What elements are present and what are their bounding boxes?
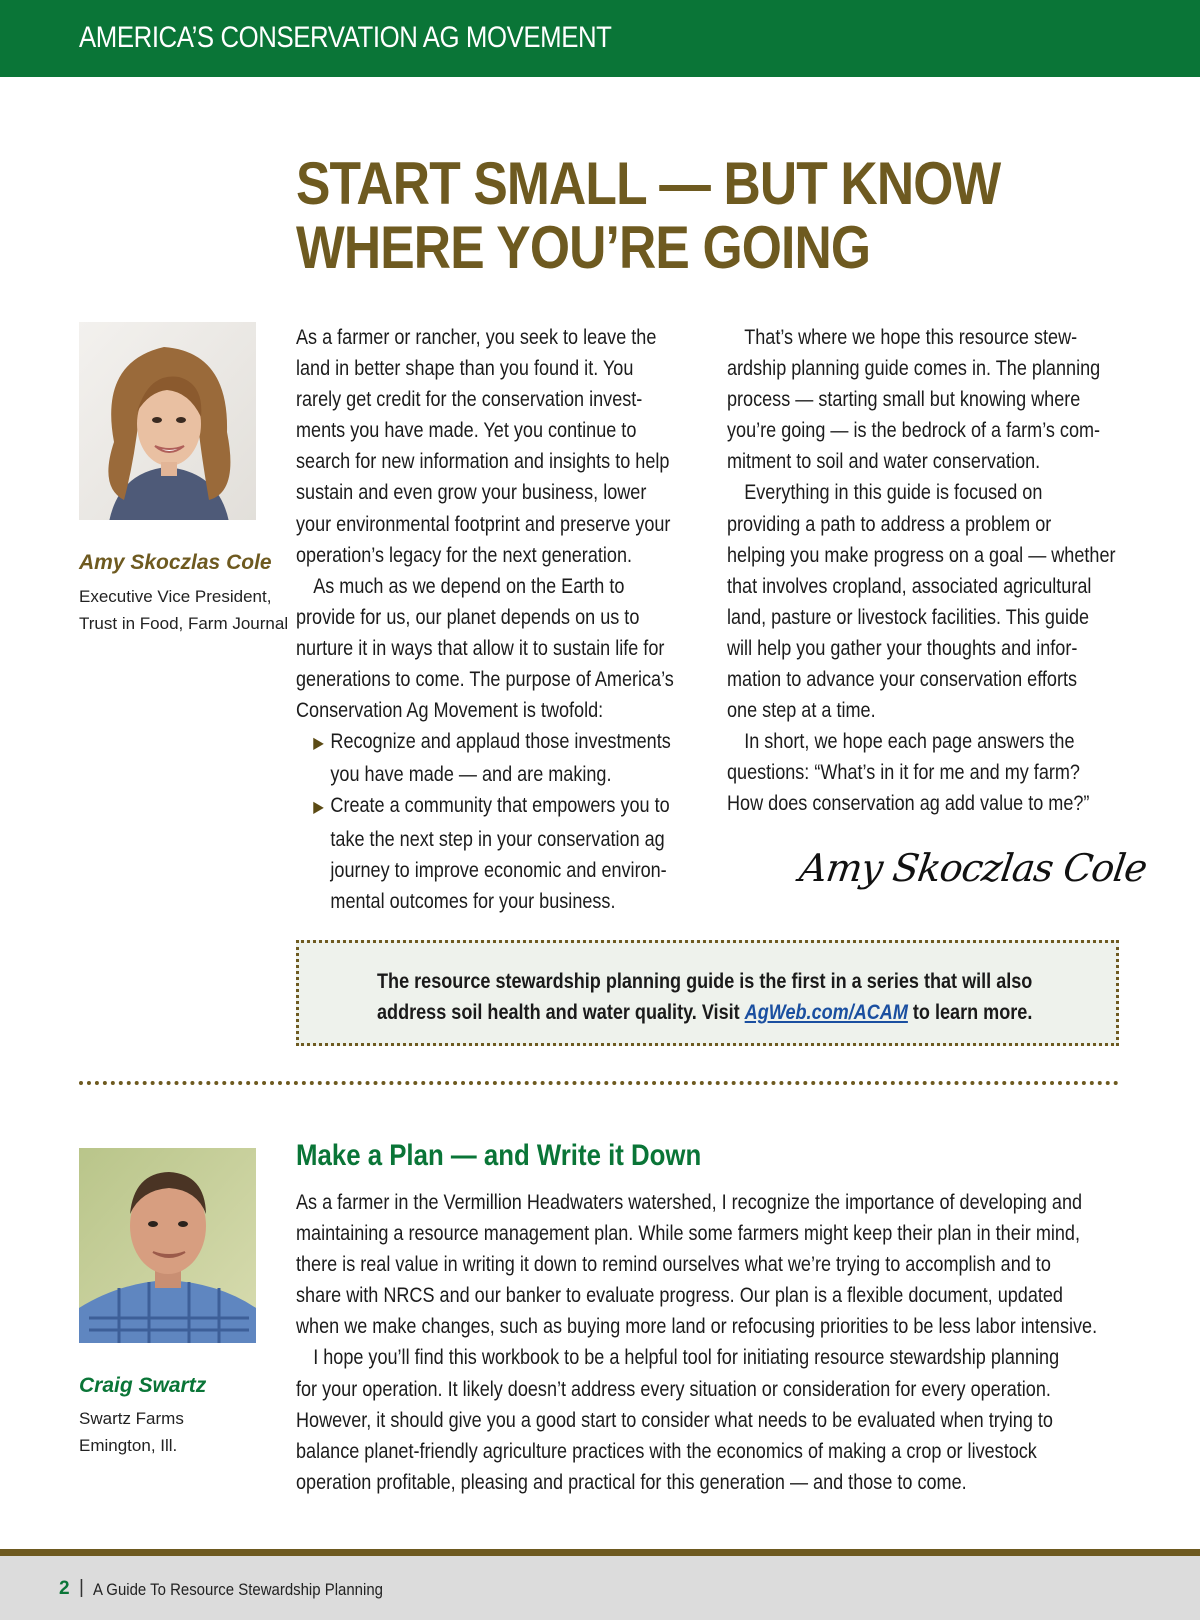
author-photo-amy (79, 322, 256, 520)
section-subhead: Make a Plan — and Write it Down (296, 1139, 702, 1172)
bullet-line: take the next step in your conservation ag (330, 827, 665, 851)
body-line: operation profitable, pleasing and practical for this generation — and those to come. (296, 1470, 967, 1494)
triangle-bullet-icon: ▶ (313, 735, 324, 753)
headline-line: WHERE YOU’RE GOING (296, 214, 871, 281)
body-line: land in better shape than you found it. You (296, 357, 634, 381)
author-org: Trust in Food, Farm Journal (79, 614, 289, 633)
body-line: sustain and even grow your business, lower (296, 481, 647, 505)
bullet-item (296, 726, 671, 759)
callout-text-after-link: to learn more. (907, 1001, 1033, 1024)
bullet-line: journey to improve economic and environ- (330, 858, 667, 882)
author-name: Amy Skoczlas Cole (79, 551, 272, 574)
body-line: I hope you’ll find this workbook to be a helpful tool for initiating resource stewardship planning (313, 1346, 1060, 1370)
author-location: Emington, Ill. (79, 1436, 178, 1455)
triangle-bullet-icon: ▶ (313, 799, 324, 817)
agweb-link[interactable]: AgWeb.com/ACAM (744, 1001, 908, 1024)
body-line: How does conservation ag add value to me?” (727, 792, 1090, 816)
callout-text-before-link: address soil health and water quality. Visit (377, 1001, 745, 1024)
body-line: that involves cropland, associated agricultural (727, 574, 1092, 598)
body-line: Everything in this guide is focused on (744, 481, 1043, 505)
body-column-left (296, 322, 696, 917)
body-line: you’re going — is the bedrock of a farm’s com- (727, 419, 1101, 443)
body-line: As a farmer or rancher, you seek to leave the (296, 326, 657, 349)
footer (0, 1556, 1200, 1620)
body-line: As much as we depend on the Earth to (313, 574, 625, 598)
bullet-line: Create a community that empowers you to (330, 794, 670, 818)
signature: Amy Skoczlas Cole (796, 846, 1150, 890)
body-line: ardship planning guide comes in. The planning (727, 357, 1101, 381)
footer-title: A Guide To Resource Stewardship Planning (93, 1580, 383, 1599)
body-line: Conservation Ag Movement is twofold: (296, 699, 604, 723)
body-line: there is real value in writing it down to remind ourselves what we’re trying to accomplish and to (296, 1253, 1051, 1277)
body-line: when we make changes, such as buying more land or refocusing priorities to be less labor intensive. (296, 1315, 1098, 1339)
body-line: for your operation. It likely doesn’t address every situation or consideration for every operation. (296, 1377, 1051, 1401)
bullet-line: you have made — and are making. (330, 763, 612, 787)
body-line: mitment to soil and water conservation. (727, 450, 1041, 474)
author-org: Swartz Farms (79, 1409, 184, 1428)
callout-box (296, 940, 1119, 1046)
author-name: Craig Swartz (79, 1374, 207, 1397)
body-line: one step at a time. (727, 699, 876, 723)
body-line: As a farmer in the Vermillion Headwaters watershed, I recognize the importance of developing and (296, 1191, 1083, 1214)
callout-line: The resource stewardship planning guide is the first in a series that will also (377, 970, 1033, 993)
body-line: process — starting small but knowing where (727, 388, 1081, 412)
body-line: That’s where we hope this resource stew- (744, 326, 1078, 349)
footer-separator: | (79, 1577, 84, 1598)
body-line: ments you have made. Yet you continue to (296, 419, 637, 443)
author-photo-craig (79, 1148, 256, 1343)
headline-line: START SMALL — BUT KNOW (296, 150, 1001, 217)
body-line: nurture it in ways that allow it to sustain life for (296, 636, 665, 660)
banner-title: AMERICA’S CONSERVATION AG MOVEMENT (79, 21, 612, 54)
body-line: helping you make progress on a goal — whether (727, 543, 1116, 567)
body-line: maintaining a resource management plan. While some farmers might keep their plan in their mind, (296, 1222, 1080, 1246)
body-line: land, pasture or livestock facilities. This guide (727, 605, 1090, 629)
headline (296, 152, 1053, 280)
callout-text (377, 966, 1139, 1028)
section-divider (79, 1081, 1119, 1085)
body-line: operation’s legacy for the next generation. (296, 543, 633, 567)
body-line: balance planet-friendly agriculture practices with the economics of making a crop or livestock (296, 1439, 1037, 1463)
body-column-right (727, 322, 1147, 820)
body-line: providing a path to address a problem or (727, 512, 1052, 536)
body-line: questions: “What’s in it for me and my farm? (727, 761, 1080, 785)
bullet-line: Recognize and applaud those investments (330, 730, 671, 754)
body-line: generations to come. The purpose of America’s (296, 668, 674, 692)
body-line: However, it should give you a good start to consider what needs to be evaluated when trying to (296, 1408, 1053, 1432)
body-line: mation to advance your conservation efforts (727, 668, 1078, 692)
body-line: your environmental footprint and preserve your (296, 512, 671, 536)
body-line: In short, we hope each page answers the (744, 730, 1075, 754)
callout-line (377, 997, 1032, 1028)
body-line: rarely get credit for the conservation invest- (296, 388, 643, 412)
body-line: will help you gather your thoughts and infor- (727, 636, 1078, 660)
top-banner (0, 0, 1200, 77)
bullet-item (296, 790, 670, 823)
page-number: 2 (59, 1578, 70, 1599)
bullet-line: mental outcomes for your business. (330, 889, 616, 913)
author-title: Executive Vice President, (79, 587, 272, 606)
body-line: share with NRCS and our banker to evaluate progress. Our plan is a flexible document, updated (296, 1284, 1063, 1308)
footer-rule (0, 1549, 1200, 1556)
body-column-wide (296, 1187, 1176, 1498)
body-line: provide for us, our planet depends on us to (296, 605, 640, 629)
body-line: search for new information and insights to help (296, 450, 670, 474)
